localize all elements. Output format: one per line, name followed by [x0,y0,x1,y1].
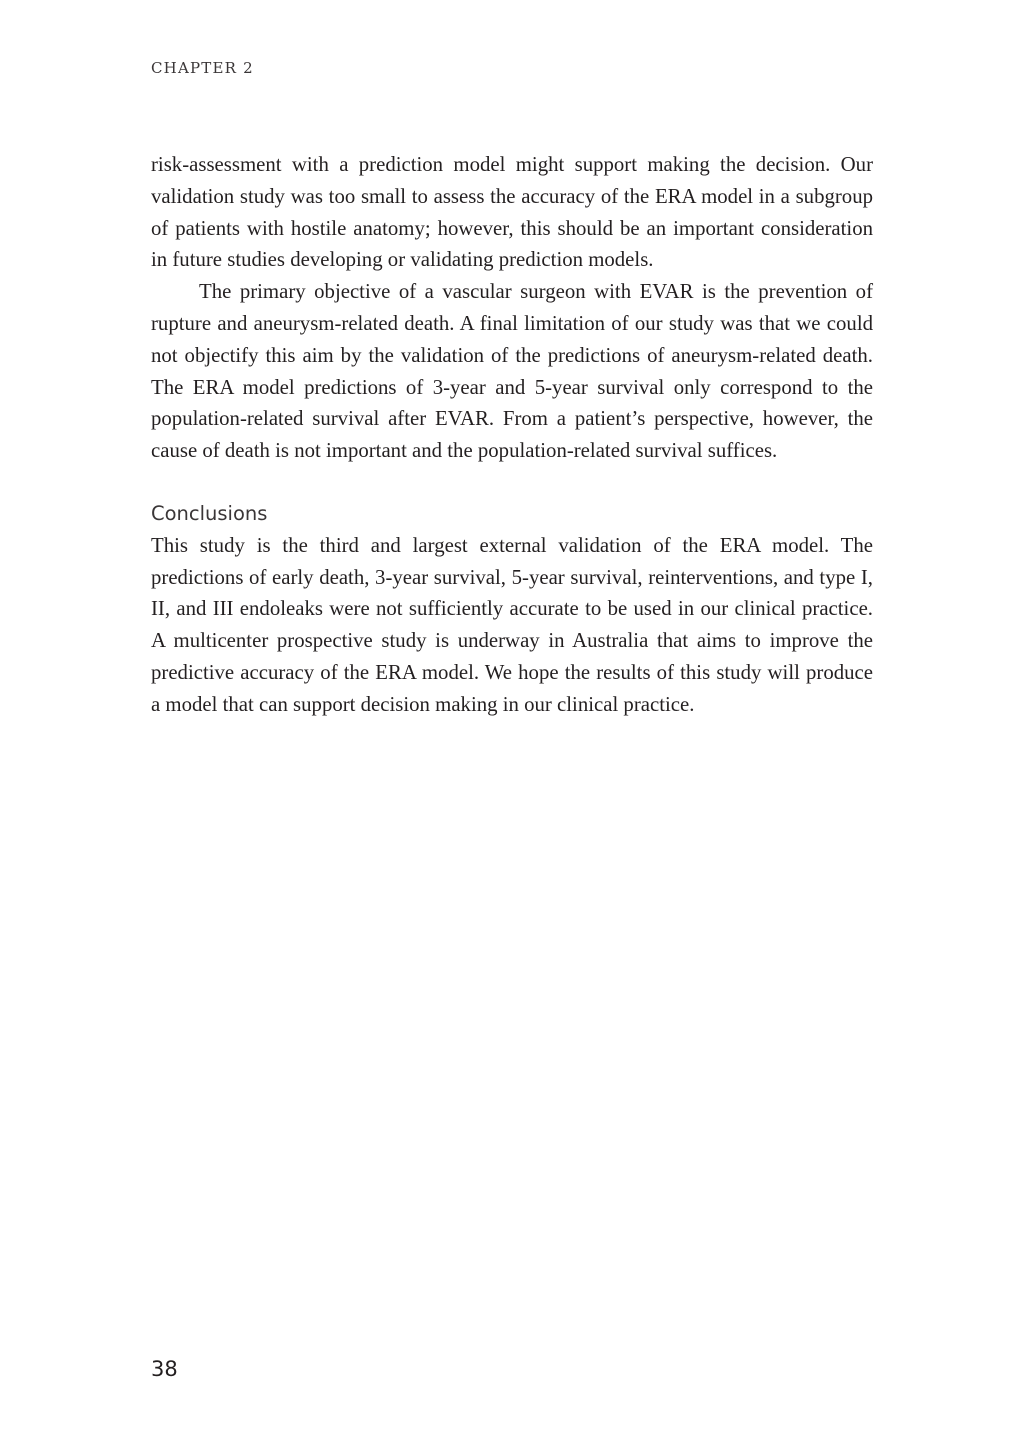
conclusions-heading: Conclusions [151,501,268,525]
body-text [151,149,873,721]
conclusions-paragraph: This study is the third and largest external validation of the ERA model. The predictions of early death, 3-year survival, 5-year survival, reinterventions, and type I, II, and III endoleaks were not sufficiently accurate to be used in our clinical practice. A multicenter prospective study is underway in Australia that aims to improve the predictive accuracy of the ERA model. We hope the results of this study will produce a model that can support decision making in our clinical practice. [151,533,873,716]
discussion-paragraph-2: The primary objective of a vascular surgeon with EVAR is the prevention of rupture and aneurysm-related death. A final limitation of our study was that we could not objectify this aim by the validation of the predictions of aneurysm-related death. The ERA model predictions of 3-year and 5-year survival only correspond to the population-related survival after EVAR. From a patient’s perspective, however, the cause of death is not important and the population-related survival suffices. [151,280,873,463]
running-head: CHAPTER 2 [151,59,254,77]
page-number: 38 [151,1357,178,1381]
discussion-paragraph-1: risk-assessment with a prediction model might support making the decision. Our validation study was too small to assess the accuracy of the ERA model in a subgroup of patients with hostile anatomy; however, this should be an important consideration in future studies developing or validating prediction models. [151,153,873,272]
